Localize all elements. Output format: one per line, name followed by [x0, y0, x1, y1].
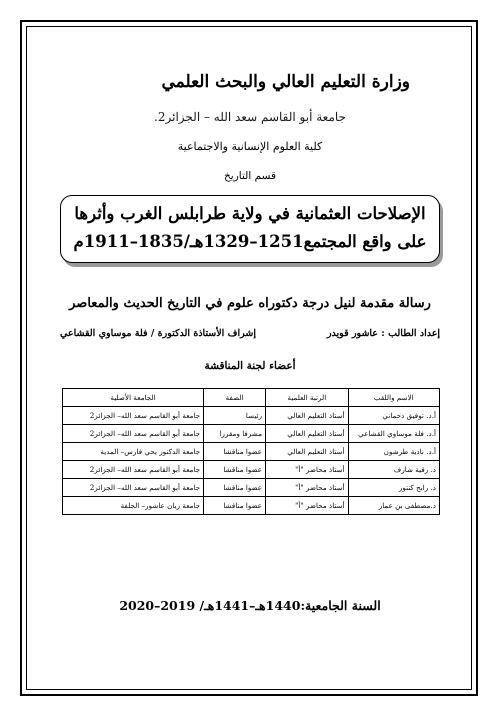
- member-university: جامعة أبو القاسم سعد الله– الجزائر2: [63, 407, 204, 425]
- column-header-university: الجامعة الأصلية: [63, 389, 204, 407]
- department-name: قسم التاريخ: [224, 170, 276, 182]
- member-university: جامعة أبو القاسم سعد الله– الجزائر2: [63, 479, 204, 497]
- university-name: جامعة أبو القاسم سعد الله – الجزائر2.: [154, 110, 346, 124]
- table-row: [63, 461, 440, 479]
- academic-year: السنة الجامعية:1440هـ–1441هـ/ 2019–2020: [119, 598, 381, 613]
- member-name: أ.د. توفيق دحماني: [348, 407, 439, 425]
- thesis-title-box: [60, 195, 440, 263]
- member-name: د.مصطفى بن عمار: [348, 497, 439, 515]
- thesis-title-line1: الإصلاحات العثمانية في ولاية طرابلس الغرب وأثرها: [74, 204, 426, 223]
- member-name: د. رقية شارف: [348, 461, 439, 479]
- member-rank: أستاذ محاضر "أ": [266, 497, 349, 515]
- table-row: [63, 497, 440, 515]
- thesis-title-line2: على واقع المجتمع1251–1329هـ/1835–1911م: [73, 232, 427, 251]
- table-row: [63, 407, 440, 425]
- faculty-name: كلية العلوم الإنسانية والاجتماعية: [177, 140, 323, 153]
- member-rank: أستاذ التعليم العالي: [266, 443, 349, 461]
- member-rank: أستاذ التعليم العالي: [266, 407, 349, 425]
- member-university: جامعة الدكتور يحي فارس– المدية: [63, 443, 204, 461]
- member-role: عضوا مناقشا: [204, 443, 266, 461]
- member-rank: أستاذ محاضر "أ": [266, 461, 349, 479]
- committee-table: [62, 388, 440, 515]
- column-header-name: الاسم واللقب: [348, 389, 439, 407]
- member-role: عضوا مناقشا: [204, 461, 266, 479]
- ministry-name: وزارة التعليم العالي والبحث العلمي: [161, 72, 410, 92]
- table-row: [63, 443, 440, 461]
- member-role: رئيسا: [204, 407, 266, 425]
- member-name: أ.د. نادية طرشون: [348, 443, 439, 461]
- column-header-role: الصفة: [204, 389, 266, 407]
- member-name: د. رابح كنتور: [348, 479, 439, 497]
- member-name: أ.د. فلة موساوي القشاعي: [348, 425, 439, 443]
- credits-row: [60, 328, 440, 346]
- member-rank: أستاذ محاضر "أ": [266, 479, 349, 497]
- table-row: [63, 479, 440, 497]
- member-role: عضوا مناقشا: [204, 497, 266, 515]
- member-role: مشرفا ومقررا: [204, 425, 266, 443]
- member-role: عضوا مناقشا: [204, 479, 266, 497]
- member-university: جامعة أبو القاسم سعد الله– الجزائر2: [63, 461, 204, 479]
- committee-table-header: [63, 389, 440, 407]
- member-university: جامعة زيان عاشور– الجلفة: [63, 497, 204, 515]
- column-header-rank: الرتبة العلمية: [266, 389, 349, 407]
- table-row: [63, 425, 440, 443]
- student-credit: إعداد الطالب : عاشور قويدر: [326, 328, 440, 339]
- page-border-inner: [26, 26, 472, 690]
- committee-heading: أعضاء لجنة المناقشة: [204, 360, 296, 372]
- supervisor-credit: إشراف الأستاذة الدكتورة / فلة موساوي القشاعي: [60, 328, 256, 339]
- member-rank: أستاذ التعليم العالي: [266, 425, 349, 443]
- thesis-subtitle: رسالة مقدمة لنيل درجة دكتوراه علوم في التاريخ الحديث والمعاصر: [69, 296, 431, 311]
- member-university: جامعة أبو القاسم سعد الله– الجزائر2: [63, 425, 204, 443]
